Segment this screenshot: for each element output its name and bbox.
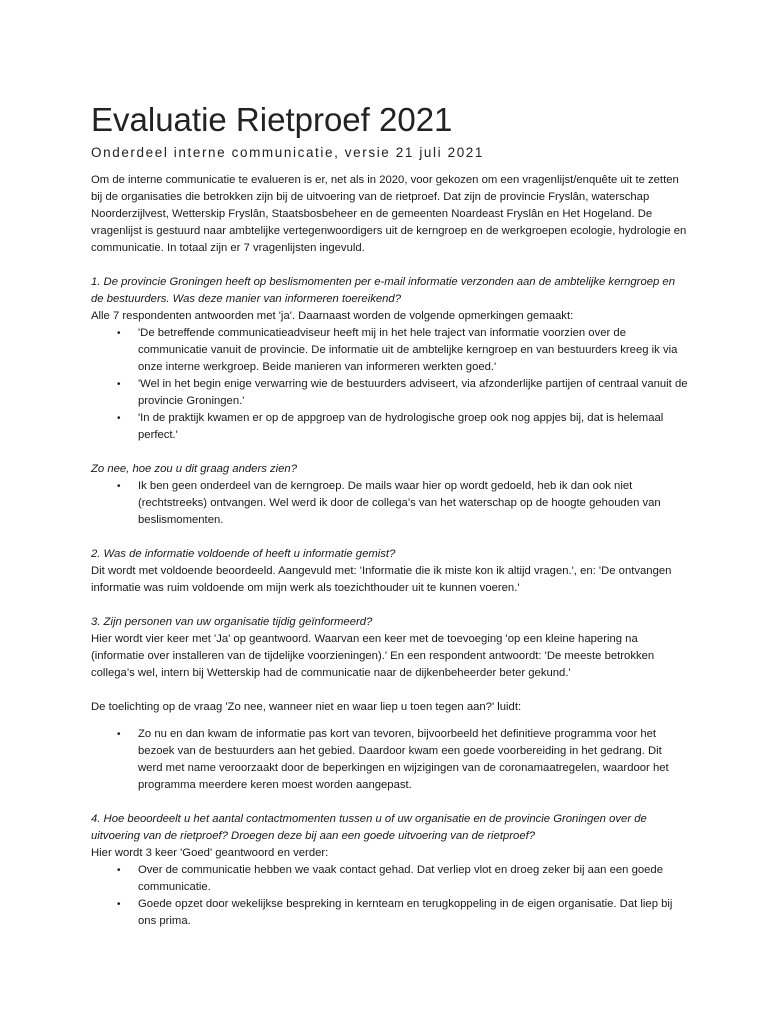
list-item: • Goede opzet door wekelijkse bespreking in kernteam en terugkoppeling in de eigen organisatie. Dat liep bij ons prima. — [117, 898, 673, 927]
q3-bullet-list — [91, 726, 689, 794]
answer-4: Hier wordt 3 keer 'Goed' geantwoord en verder: — [91, 847, 329, 859]
question-1: 1. De provincie Groningen heeft op beslismomenten per e-mail informatie verzonden aan de ambtelijke kerngroep en de bestuurders. Was deze manier van informeren toereikend? — [91, 276, 676, 305]
list-item: • 'In de praktijk kwamen er op de appgroep van de hydrologische groep ook nog appjes bij, dat is helemaal perfect.' — [117, 412, 664, 441]
list-item: • 'Wel in het begin enige verwarring wie de bestuurders adviseert, via afzonderlijke partijen of centraal vanuit de provincie Groningen.' — [117, 378, 688, 407]
answer-1: Alle 7 respondenten antwoorden met 'ja'. Daarnaast worden de volgende opmerkingen gemaakt: — [91, 310, 574, 322]
note-3: De toelichting op de vraag 'Zo nee, wanneer niet en waar liep u toen tegen aan?' luidt: — [91, 701, 522, 713]
q1-bullet-list — [91, 325, 689, 444]
intro-paragraph: Om de interne communicatie te evalueren is er, net als in 2020, voor gekozen om een vragenlijst/enquête uit te zetten bij de organisaties die betrokken zijn bij de uitvoering van de rietproef. Dat zijn de provincie Fryslân, waterschap Noorderzijlvest, Wetterskip Fryslân, Staatsbosbeheer en de gemeenten Noardeast Fryslân en Het Hogeland. De vragenlijst is gestuurd naar ambtelijke vertegenwoordigers uit de kerngroep en de werkgroepen ecologie, hydrologie en communicatie. In totaal zijn er 7 vragenlijsten ingevuld. — [91, 174, 687, 254]
page-title: Evaluatie Rietproef 2021 — [91, 101, 453, 138]
list-item: • Zo nu en dan kwam de informatie pas kort van tevoren, bijvoorbeeld het definitieve programma voor het bezoek van de bestuurders aan het gebied. Daardoor kwam een goede voorbereiding in het gedrang. Dit werd met name veroorzaakt door de beperkingen en wijzigingen van de coronamaatregelen, waardoor het programma meerdere keren moest worden aangepast. — [117, 728, 669, 791]
answer-3: Hier wordt vier keer met 'Ja' op geantwoord. Waarvan een keer met de toevoeging 'op een kleine hapering na (informatie over installeren van de tijdelijke voorzieningen).' En een respondent antwoordt: 'De meeste betrokken collega’s wel, intern bij Wetterskip had de communicatie naar de dijkenbeheerder beter gekund.' — [91, 633, 655, 679]
list-item: • Over de communicatie hebben we vaak contact gehad. Dat verliep vlot en droeg zeker bij aan een goede communicatie. — [117, 864, 664, 893]
question-3: 3. Zijn personen van uw organisatie tijdig geïnformeerd? — [91, 616, 373, 628]
list-item: • 'De betreffende communicatieadviseur heeft mij in het hele traject van informatie voorzien over de communicatie vanuit de provincie. De informatie uit de ambtelijke kerngroep en van bestuurders kreeg ik via onze interne werkgroep. Beide manieren van informeren werkten goed.' — [117, 327, 678, 373]
document-body — [91, 98, 689, 930]
page-subtitle: Onderdeel interne communicatie, versie 21 juli 2021 — [91, 145, 485, 160]
list-item: • Ik ben geen onderdeel van de kerngroep. De mails waar hier op wordt gedoeld, heb ik dan ook niet (rechtstreeks) ontvangen. Wel werd ik door de collega’s van het waterschap op de hoogte gehouden van beslismomenten. — [117, 480, 661, 526]
question-2: 2. Was de informatie voldoende of heeft u informatie gemist? — [91, 548, 396, 560]
followup-question-1: Zo nee, hoe zou u dit graag anders zien? — [91, 463, 297, 475]
question-4: 4. Hoe beoordeelt u het aantal contactmomenten tussen u of uw organisatie en de provincie Groningen over de uitvoering van de rietproef? Droegen deze bij aan een goede uitvoering van de rietproef? — [91, 813, 647, 842]
q4-bullet-list — [91, 862, 689, 930]
answer-2: Dit wordt met voldoende beoordeeld. Aangevuld met: 'Informatie die ik miste kon ik altijd vragen.', en: 'De ontvangen informatie was ruim voldoende om mijn werk als toezichthouder uit te kunnen voeren.' — [91, 565, 672, 594]
q1-followup-list — [91, 478, 689, 529]
